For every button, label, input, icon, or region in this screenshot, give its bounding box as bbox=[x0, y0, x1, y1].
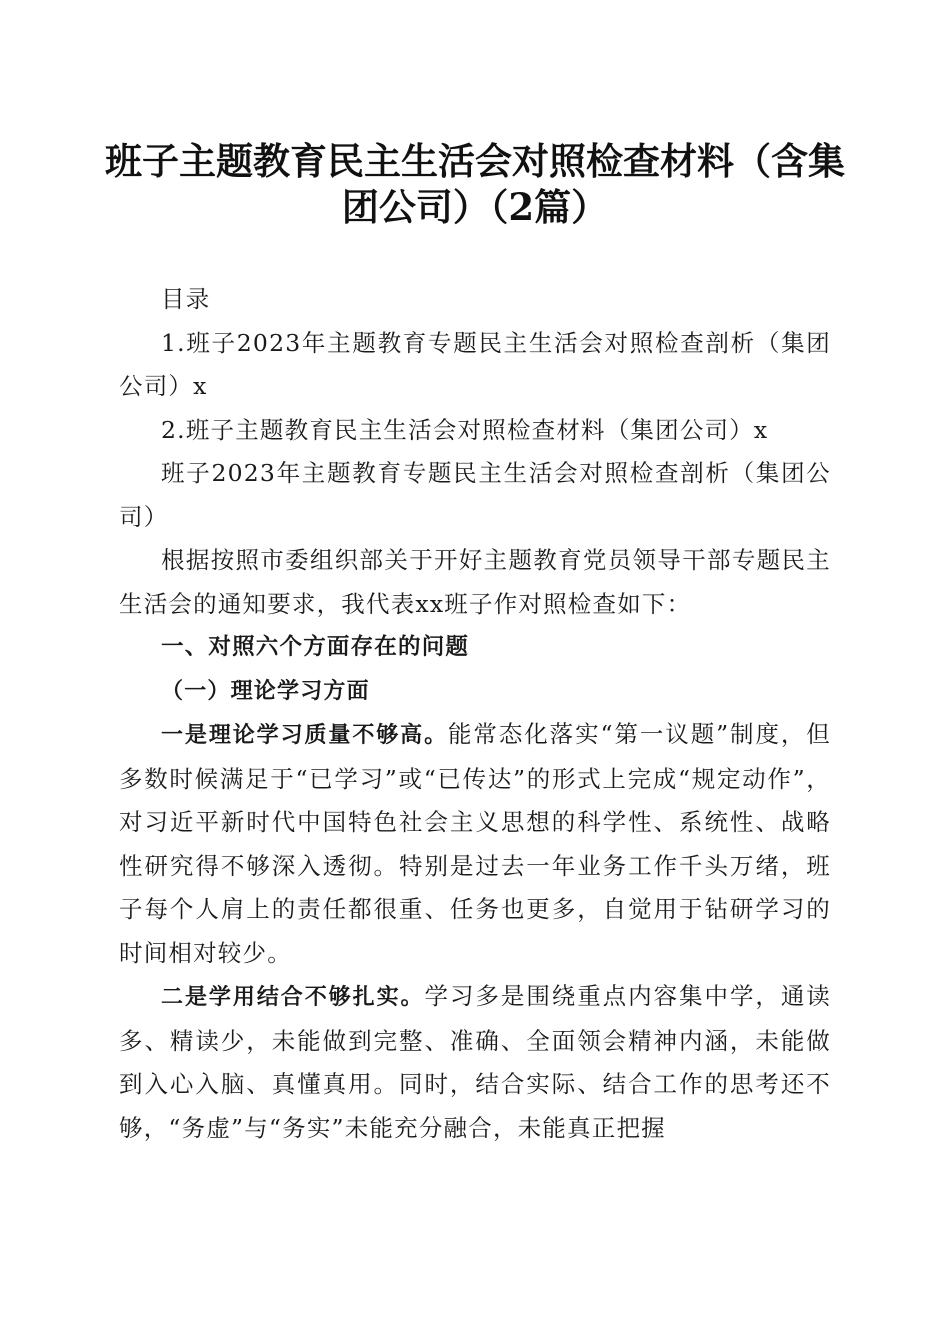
intro-paragraph: 根据按照市委组织部关于开好主题教育党员领导干部专题民主生活会的通知要求，我代表xx班子作对照检查如下： bbox=[119, 546, 831, 618]
paragraph-1-text: 能常态化落实“第一议题”制度，但多数时候满足于“已学习”或“已传达”的形式上完成“规定动作”，对习近平新时代中国特色社会主义思想的科学性、系统性、战略性研究得不够深入透彻。特别是过去一年业务工作千头万绪，班子每个人肩上的责任都很重、任务也更多，自觉用于钻研学习的时间相对较少。 bbox=[119, 720, 831, 967]
toc-item-2: 2.班子主题教育民主生活会对照检查材料（集团公司）x bbox=[161, 415, 769, 444]
document-title bbox=[100, 138, 850, 230]
paragraph-2-text: 学习多是围绕重点内容集中学，通读多、精读少，未能做到完整、准确、全面领会精神内涵，未能做到入心入脑、真懂真用。同时，结合实际、结合工作的思考还不够，“务虚”与“务实”未能充分融合，未能真正把握 bbox=[119, 982, 832, 1142]
paragraph-2 bbox=[119, 975, 831, 1150]
document-body bbox=[119, 278, 831, 1150]
toc-heading: 目录 bbox=[161, 285, 211, 313]
section-1-heading: 一、对照六个方面存在的问题 bbox=[161, 634, 470, 660]
paragraph-2-lead: 二是学用结合不够扎实。 bbox=[161, 985, 425, 1010]
paragraph-1 bbox=[119, 713, 831, 975]
paragraph-1-lead: 一是理论学习质量不够高。 bbox=[161, 723, 449, 748]
article-subtitle: 班子2023年主题教育专题民主生活会对照检查剖析（集团公司） bbox=[119, 459, 831, 531]
toc-item-1: 1.班子2023年主题教育专题民主生活会对照检查剖析（集团公司）x bbox=[119, 328, 831, 400]
subsection-1-heading: （一）理论学习方面 bbox=[161, 678, 370, 704]
title-line-1: 班子主题教育民主生活会对照检查材料（含集 bbox=[105, 139, 845, 183]
title-line-2: 团公司）（2篇） bbox=[341, 185, 609, 229]
